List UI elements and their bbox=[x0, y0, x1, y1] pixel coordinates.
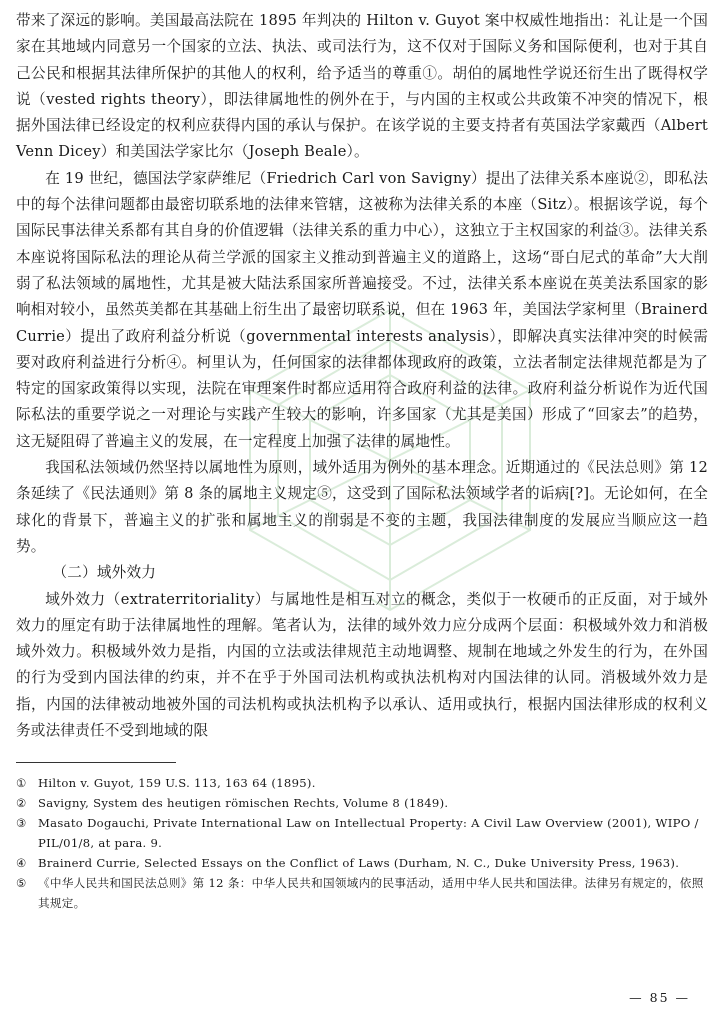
footnote-text: Hilton v. Guyot, 159 U.S. 113, 163 64 (1895). bbox=[38, 776, 316, 791]
footnote bbox=[16, 813, 708, 853]
page-number: — 85 — bbox=[629, 990, 690, 1005]
footnote-number: ⑤ bbox=[16, 876, 27, 891]
footnote-divider bbox=[16, 762, 176, 763]
body-text bbox=[16, 8, 708, 744]
footnote-text: Savigny, System des heutigen römischen Rechts, Volume 8 (1849). bbox=[38, 796, 449, 811]
footnotes bbox=[16, 773, 708, 913]
paragraph-extraterritoriality: 域外效力（extraterritoriality）与属地性是相互对立的概念，类似于一枚硬币的正反面，对于域外效力的厘定有助于法律属地性的理解。笔者认为，法律的域外效力应分成两个层面：积极域外效力和消极域外效力。积极域外效力是指，内国的立法或法律规范主动地调整、规制在地域之外发生的行为，在外国的行为受到内国法律的约束，并不在乎于外国司法机构或执法机构对内国法律的认同。消极域外效力是指，内国的法律被动地被外国的司法机构或执法机构予以承认、适用或执行，根据内国法律形成的权利义务或法律责任不受到地域的限 bbox=[16, 590, 708, 740]
footnote bbox=[16, 853, 708, 873]
footnote-text: 《中华人民共和国民法总则》第 12 条：中华人民共和国领域内的民事活动，适用中华人民共和国法律。法律另有规定的，依照其规定。 bbox=[38, 876, 704, 911]
footnote-text: Masato Dogauchi, Private International Law on Intellectual Property: A Civil Law Overview (2001), WIPO / PIL/01/8, at para. 9. bbox=[38, 816, 699, 851]
paragraph-savigny: 在 19 世纪，德国法学家萨维尼（Friedrich Carl von Savigny）提出了法律关系本座说②，即私法中的每个法律问题都由最密切联系地的法律来管辖，这被称为法律关系的本座（Sitz）。根据该学说，每个国际民事法律关系都有其自身的价值逻辑（法律关系的重力中心），这独立于主权国家的利益③。法律关系本座说将国际私法的理论从荷兰学派的国家主义推动到普遍主义的道路上，这场“哥白尼式的革命”大大削弱了私法领域的属地性，尤其是被大陆法系国家所普遍接受。不过，法律关系本座说在英美法系国家的影响相对较小，虽然英美都在其基础上衍生出了最密切联系说，但在 1963 年，美国法学家柯里（Brainerd Currie）提出了政府利益分析说（governmental interests analysis），即解决真实法律冲突的时候需要对政府利益进行分析④。柯里认为，任何国家的法律都体现政府的政策，立法者制定法律规范都是为了特定的国家政策得以实现，法院在审理案件时都应适用符合政府利益的法律。政府利益分析说作为近代国际私法的重要学说之一对理论与实践产生较大的影响，许多国家（尤其是美国）形成了“回家去”的趋势，这无疑阻碍了普遍主义的发展，在一定程度上加强了法律的属地性。 bbox=[16, 169, 708, 450]
footnote-number: ③ bbox=[16, 816, 27, 831]
footnote bbox=[16, 873, 708, 913]
document-page bbox=[16, 8, 708, 913]
paragraph-china-private-law: 我国私法领域仍然坚持以属地性为原则，域外适用为例外的基本理念。近期通过的《民法总则》第 12 条延续了《民法通则》第 8 条的属地主义规定⑤，这受到了国际私法领域学者的诟病[?]。无论如何，在全球化的背景下，普遍主义的扩张和属地主义的削弱是不变的主题，我国法律制度的发展应当顺应这一趋势。 bbox=[16, 459, 708, 555]
footnote-number: ④ bbox=[16, 856, 27, 871]
paragraph-continuation: 带来了深远的影响。美国最高法院在 1895 年判决的 Hilton v. Guyot 案中权威性地指出：礼让是一个国家在其地域内同意另一个国家的立法、执法、或司法行为，这不仅对于国际义务和国际便利，也对于其自己公民和根据其法律所保护的其他人的权利，给予适当的尊重①。胡伯的属地性学说还衍生出了既得权学说（vested rights theory），即法律属地性的例外在于，与内国的主权或公共政策不冲突的情况下，根据外国法律已经设定的权利应获得内国的承认与保护。在该学说的主要支持者有英国法学家戴西（Albert Venn Dicey）和美国法学家比尔（Joseph Beale）。 bbox=[16, 12, 708, 161]
footnote-number: ② bbox=[16, 796, 27, 811]
footnote-text: Brainerd Currie, Selected Essays on the Conflict of Laws (Durham, N. C., Duke University Press, 1963). bbox=[38, 856, 680, 871]
footnote bbox=[16, 773, 708, 793]
section-heading: （二）域外效力 bbox=[52, 564, 157, 582]
footnote-number: ① bbox=[16, 776, 27, 791]
footnote bbox=[16, 793, 708, 813]
